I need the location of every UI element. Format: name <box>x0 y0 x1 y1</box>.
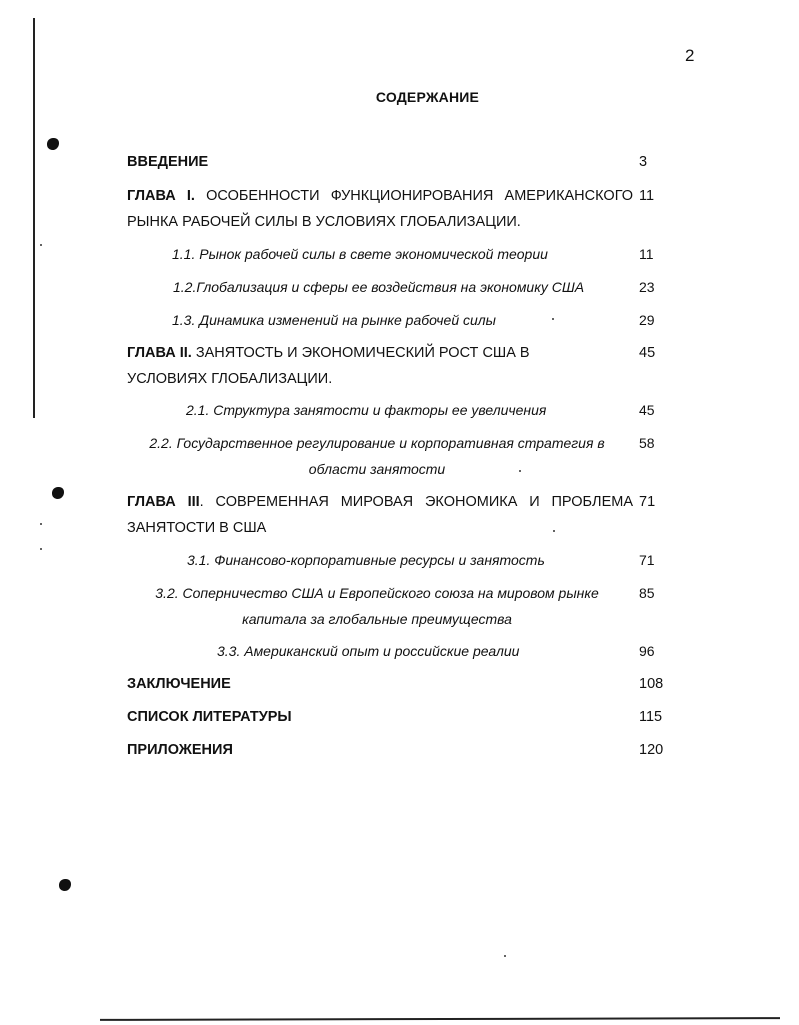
toc-entry-label: 2.2. Государственное регулирование и корпоративная стратегия в области занятости <box>149 435 605 477</box>
toc-entry-section-2-2 <box>127 430 655 482</box>
toc-entry-chapter-2 <box>127 340 656 392</box>
toc-entry-page: 3 <box>639 154 648 170</box>
toc-entry-label: 2.1. Структура занятости и факторы ее увеличения <box>186 402 547 418</box>
toc-entry-section-3-1 <box>127 547 655 573</box>
toc-entry-label: ПРИЛОЖЕНИЯ <box>127 742 233 758</box>
toc-entry-page: 120 <box>639 742 664 758</box>
toc-entry-label: ЗАКЛЮЧЕНИЕ <box>127 676 231 692</box>
scan-blot <box>59 879 71 891</box>
toc-entry-section-3-3 <box>127 638 655 664</box>
toc-entry-label: 3.2. Соперничество США и Европейского союза на мировом рынке капитала за глобальные преимущества <box>155 585 599 627</box>
toc-title: СОДЕРЖАНИЕ <box>375 89 480 105</box>
toc-entry-page: 11 <box>639 188 655 204</box>
toc-entry-chapter-1 <box>127 183 655 235</box>
toc-entry-label: 3.3. Американский опыт и российские реалии <box>217 643 520 659</box>
toc-entry-label: ГЛАВА II. ЗАНЯТОСТЬ И ЭКОНОМИЧЕСКИЙ РОСТ США В УСЛОВИЯХ ГЛОБАЛИЗАЦИИ. <box>127 345 530 387</box>
bottom-rule <box>100 1017 780 1021</box>
scan-margin-line <box>33 18 35 418</box>
toc-entry-page: 71 <box>639 494 656 510</box>
toc-entry-label: ГЛАВА III. СОВРЕМЕННАЯ МИРОВАЯ ЭКОНОМИКА И ПРОБЛЕМА ЗАНЯТОСТИ В США <box>127 494 633 536</box>
toc-entry-label: ГЛАВА I. ОСОБЕННОСТИ ФУНКЦИОНИРОВАНИЯ АМЕРИКАНСКОГО РЫНКА РАБОЧЕЙ СИЛЫ В УСЛОВИЯХ ГЛОБАЛИЗАЦИИ. <box>127 188 634 230</box>
toc-entry-page: 115 <box>639 709 663 725</box>
scan-blot <box>47 138 59 150</box>
toc-entry-label: ВВЕДЕНИЕ <box>127 154 209 170</box>
toc-entry-page: 23 <box>639 279 655 295</box>
toc-entry-section-1-3 <box>127 307 655 333</box>
toc-entry-bibliography <box>127 704 663 730</box>
scan-dot <box>40 548 42 550</box>
toc-entry-introduction <box>127 149 648 175</box>
toc-entry-page: 85 <box>639 585 655 601</box>
toc-entry-chapter-3 <box>127 489 656 541</box>
toc-entry-label: СПИСОК ЛИТЕРАТУРЫ <box>127 709 292 725</box>
toc-entry-page: 29 <box>639 312 655 328</box>
toc-entry-page: 45 <box>639 345 656 361</box>
toc-entry-page: 108 <box>639 676 664 692</box>
toc-entry-section-2-1 <box>127 397 655 423</box>
toc-entry-label: 1.1. Рынок рабочей силы в свете экономической теории <box>172 246 548 262</box>
toc-entry-appendices <box>127 737 664 763</box>
scan-blot <box>52 487 64 499</box>
toc-entry-section-3-2 <box>127 580 655 632</box>
toc-entry-page: 11 <box>639 246 654 262</box>
toc-entry-section-1-2 <box>127 274 655 300</box>
toc-entry-page: 58 <box>639 435 655 451</box>
toc-entry-page: 71 <box>639 552 655 568</box>
toc-entry-label: 3.1. Финансово-корпоративные ресурсы и занятость <box>187 552 545 568</box>
toc-entry-page: 45 <box>639 402 655 418</box>
toc-entry-conclusion <box>127 671 664 697</box>
scan-dot <box>40 244 42 246</box>
scan-dot <box>552 318 554 320</box>
toc-entry-label: 1.3. Динамика изменений на рынке рабочей силы <box>172 312 496 328</box>
scan-dot <box>504 955 506 957</box>
toc-entry-section-1-1 <box>127 241 654 267</box>
toc-entry-label: 1.2.Глобализация и сферы ее воздействия на экономику США <box>173 279 585 295</box>
toc-entry-page: 96 <box>639 643 655 659</box>
scan-dot <box>40 523 42 525</box>
page-number: 2 <box>685 46 695 65</box>
